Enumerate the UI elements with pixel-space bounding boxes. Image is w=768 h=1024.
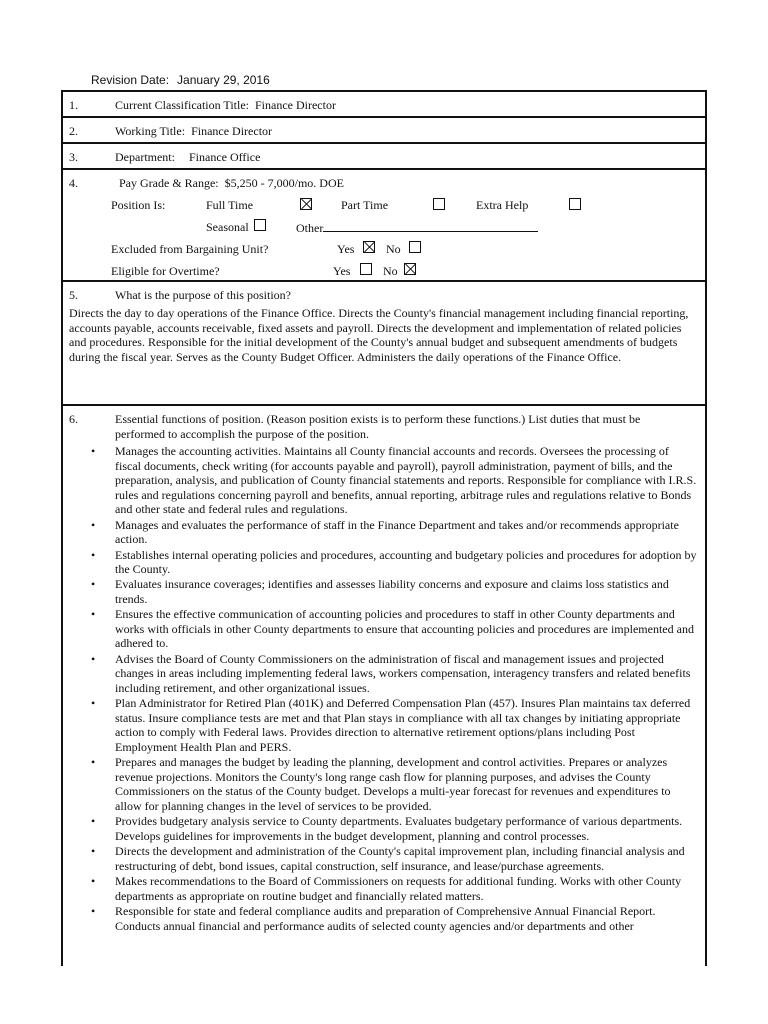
excluded-no-label: No xyxy=(386,242,401,256)
section-working-title xyxy=(63,118,705,144)
overtime-yes-checkbox[interactable] xyxy=(360,263,372,275)
list-item: • Manages and evaluates the performance of staff in the Finance Department and takes and/or recommends appropriate action. xyxy=(115,518,697,547)
classification-title-label: Current Classification Title: xyxy=(115,98,249,112)
section-number: 1. xyxy=(69,98,78,112)
department-label: Department: xyxy=(115,150,175,164)
overtime-no-checkbox[interactable] xyxy=(404,263,416,275)
essential-functions-intro: Essential functions of position. (Reason position exists is to perform these functions.) List duties that must be performed to accomplish the purpose of the position. xyxy=(115,412,641,441)
excluded-no-checkbox[interactable] xyxy=(409,241,421,253)
job-description-form xyxy=(61,90,707,966)
list-item: • Prepares and manages the budget by leading the planning, development and control activities. Prepares or analyzes revenue projections. Monitors the County's long range cash flow for planning purposes, and advises the County Commissioners on the status of the County budget. Develops a multi-year forecast for revenues and expenditures to allow for planning changes in the level of services to be provided. xyxy=(115,755,697,813)
revision-date-label: Revision Date: xyxy=(91,73,170,87)
list-item: • Ensures the effective communication of accounting policies and procedures to staff in other County departments and works with officials in other County departments to ensure that accounting policies and procedures are implemented and adhered to. xyxy=(115,607,697,651)
list-item: • Evaluates insurance coverages; identifies and assesses liability concerns and exposure and claims loss statistics and trends. xyxy=(115,577,697,606)
section-department xyxy=(63,144,705,170)
position-is-label: Position Is: xyxy=(111,198,166,212)
classification-title-value: Finance Director xyxy=(255,98,336,112)
pay-grade-value: $5,250 - 7,000/mo. DOE xyxy=(224,176,344,190)
pay-grade-label: Pay Grade & Range: xyxy=(119,176,219,190)
list-item: • Responsible for state and federal compliance audits and preparation of Comprehensive Annual Financial Report. Conducts annual financial and performance audits of selected county agencies and/or departments and other xyxy=(115,904,697,933)
seasonal-checkbox[interactable] xyxy=(254,219,266,231)
part-time-label: Part Time xyxy=(341,198,389,212)
department-value: Finance Office xyxy=(188,150,261,164)
other-input-line[interactable] xyxy=(323,220,538,232)
list-item: • Provides budgetary analysis service to County departments. Evaluates budgetary performance of various departments. Develops guidelines for improvements in the budget development, planning and control processes. xyxy=(115,814,697,843)
purpose-question: What is the purpose of this position? xyxy=(115,288,291,302)
extra-help-label: Extra Help xyxy=(476,198,529,212)
section-number: 6. xyxy=(69,412,78,426)
list-item: • Advises the Board of County Commissioners on the administration of fiscal and management issues and projected changes in areas including implementing federal laws, workers compensation, interagency transfers and related benefits including retirement, and other organizational issues. xyxy=(115,652,697,696)
overtime-yes-label: Yes xyxy=(333,264,351,278)
section-classification-title xyxy=(63,92,705,118)
list-item: • Establishes internal operating policies and procedures, accounting and budgetary policies and procedures for adoption by the County. xyxy=(115,548,697,577)
list-item: • Makes recommendations to the Board of Commissioners on requests for additional funding. Works with other County departments as appropriate on routine budget and financially related matters. xyxy=(115,874,697,903)
excluded-yes-label: Yes xyxy=(337,242,355,256)
list-item: • Plan Administrator for Retired Plan (401K) and Deferred Compensation Plan (457). Insures Plan maintains tax deferred status. Insure compliance tests are met and that Plan stays in compliance with all tax changes by initiating appropriate action to comply with Federal laws. Provides direction to alternative retirement options/plans including Post Employment Health Plan and PERS. xyxy=(115,696,697,754)
section-number: 2. xyxy=(69,124,78,138)
section-essential-functions xyxy=(63,406,705,966)
excluded-yes-checkbox[interactable] xyxy=(363,241,375,253)
section-pay-and-status xyxy=(63,170,705,282)
overtime-no-label: No xyxy=(383,264,398,278)
extra-help-checkbox[interactable] xyxy=(569,198,581,210)
part-time-checkbox[interactable] xyxy=(433,198,445,210)
purpose-answer: Directs the day to day operations of the Finance Office. Directs the County's financial management including financial reporting, accounts payable, accounts receivable, fixed assets and payroll. Directs the development and implementation of related policies and procedures. Responsible for the initial development of the County's annual budget and subsequent amendments of budgets during the fiscal year. Serves as the County Budget Officer. Administers the daily operations of the Finance Office. xyxy=(69,306,689,364)
overtime-label: Eligible for Overtime? xyxy=(111,264,220,278)
list-item: • Directs the development and administration of the County's capital improvement plan, including financial analysis and restructuring of debt, bond issues, capital construction, self insurance, and lease/purchase agreements. xyxy=(115,844,697,873)
full-time-checkbox[interactable] xyxy=(300,198,312,210)
revision-date xyxy=(91,73,270,87)
full-time-label: Full Time xyxy=(206,198,254,212)
seasonal-label: Seasonal xyxy=(206,220,249,234)
list-item: • Manages the accounting activities. Maintains all County financial accounts and records. Oversees the processing of fiscal documents, check writing (for accounts payable and payroll), payroll administration, payment of bills, and the preparation, analysis, and publication of County financial statements and reports. Responsible for compliance with I.R.S. rules and regulations concerning payroll and benefits, annual reporting, arbitrage rules and regulations relative to Bonds and other state and federal rules and regulations. xyxy=(115,444,697,517)
other-label: Other xyxy=(296,221,324,235)
excluded-bargaining-label: Excluded from Bargaining Unit? xyxy=(111,242,269,256)
duties-list xyxy=(115,444,697,934)
section-number: 4. xyxy=(69,176,78,190)
section-purpose xyxy=(63,282,705,406)
section-number: 5. xyxy=(69,288,78,302)
revision-date-value: January 29, 2016 xyxy=(177,73,270,87)
working-title-value: Finance Director xyxy=(191,124,273,138)
section-number: 3. xyxy=(69,150,78,164)
working-title-label: Working Title: xyxy=(115,124,186,138)
